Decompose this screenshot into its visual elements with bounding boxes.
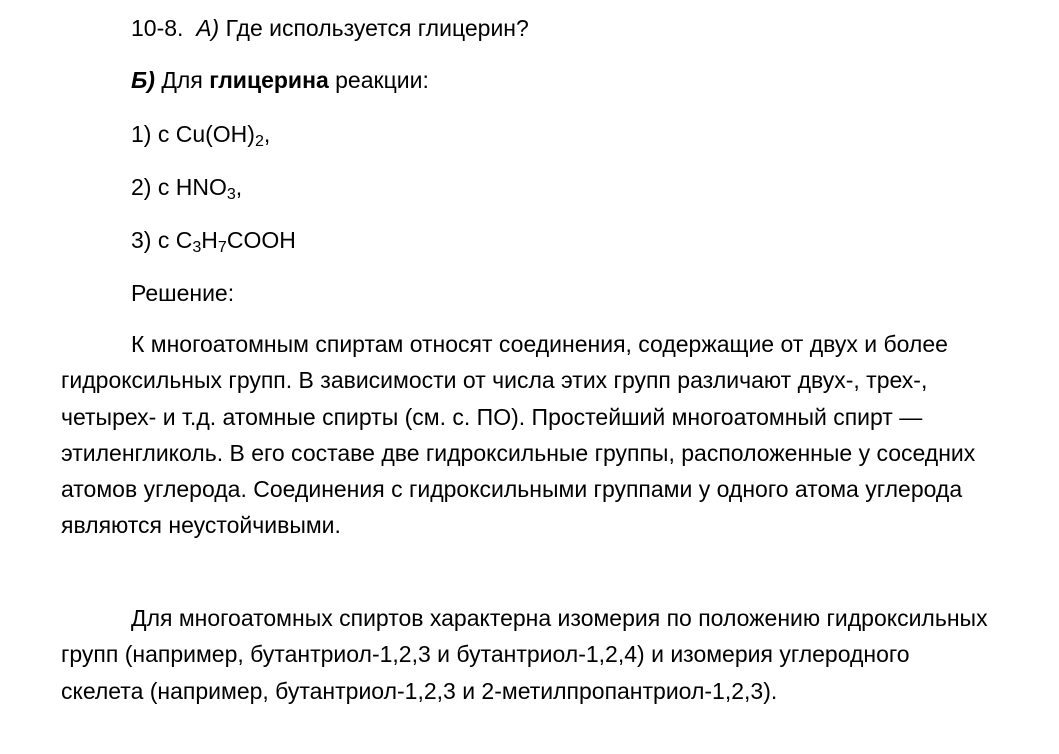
solution-paragraph-1: К многоатомным спиртам относят соединения, содержащие от двух и более гидроксильных групп. В зависимости от числа этих групп различают двух-, трех-, четырех- и т.д. атомные спирты (см. с. ПО). Простейший многоатомный спирт — этиленгликоль. В его составе две гидроксильные группы, расположенные у соседних атомов углерода. Соединения с гидроксильными группами у одного атома углерода являются неустойчивыми.	[61, 331, 976, 539]
part-b-pre: Для	[161, 67, 203, 93]
reaction-3-subscript-1: 3	[192, 238, 202, 257]
reaction-3-subscript-2: 7	[217, 238, 227, 257]
reaction-2-suffix: ,	[235, 174, 243, 200]
part-b-post: реакции:	[335, 67, 429, 93]
task-header	[131, 14, 529, 42]
part-b-line	[131, 66, 429, 94]
reaction-3-mid: H	[201, 227, 218, 253]
reaction-3-suffix: COOH	[226, 227, 296, 253]
part-b-label: Б)	[131, 67, 155, 93]
part-b-bold: глицерина	[209, 67, 329, 93]
reaction-1-prefix: 1) с Cu(OH)	[131, 121, 255, 147]
reaction-3-prefix: 3) с C	[131, 227, 193, 253]
reaction-2-prefix: 2) с HNO	[131, 174, 227, 200]
reaction-3	[131, 226, 296, 257]
reaction-1-subscript: 2	[254, 132, 264, 151]
part-a-label: А)	[196, 15, 220, 41]
task-number: 10-8.	[131, 15, 184, 41]
reaction-2	[131, 173, 243, 204]
reaction-2-subscript: 3	[226, 185, 236, 204]
reaction-1-suffix: ,	[263, 121, 271, 147]
reaction-1	[131, 120, 271, 151]
part-a-question: Где используется глицерин?	[225, 15, 529, 41]
solution-paragraph-2: Для многоатомных спиртов характерна изомерия по положению гидроксильных групп (например, бутантриол-1,2,3 и бутантриол-1,2,4) и изомерия углеродного скелета (например, бутантриол-1,2,3 и 2-метилпропантриол-1,2,3).	[61, 605, 988, 704]
solution-label: Решение:	[131, 280, 235, 306]
